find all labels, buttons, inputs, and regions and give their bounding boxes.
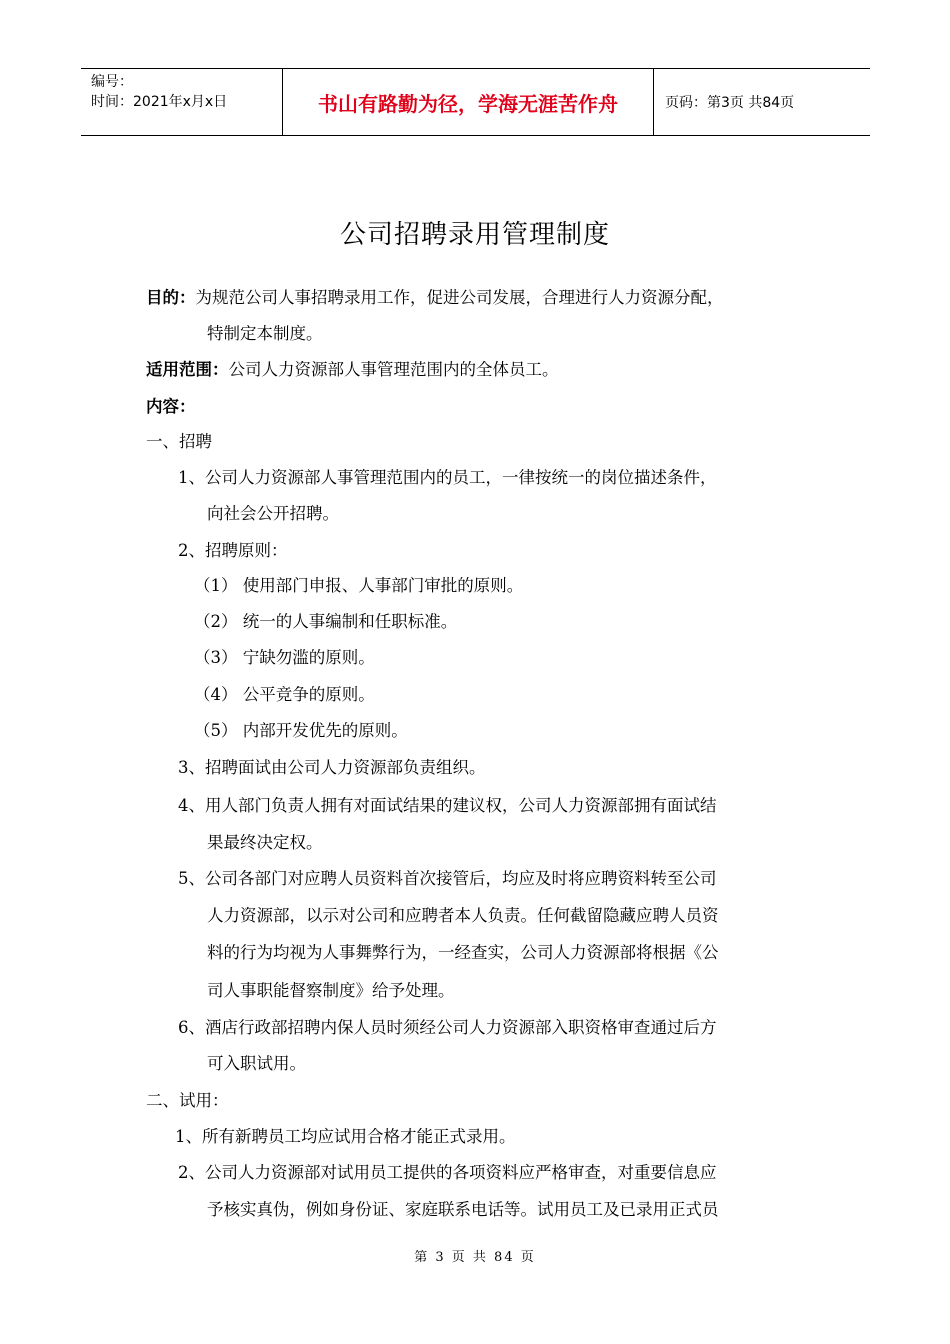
item-1-4-cont: 果最终决定权。 — [207, 833, 323, 852]
item-1-5-cont-3: 司人事职能督察制度》给予处理。 — [207, 981, 455, 1000]
header-page-info: 页码：第3页 共84页 — [665, 95, 795, 111]
item-1-6-cont: 可入职试用。 — [207, 1054, 306, 1073]
item-1-5-cont-2: 料的行为均视为人事舞弊行为，一经查实，公司人力资源部将根据《公 — [207, 943, 719, 962]
item-1-5-cont-1: 人力资源部，以示对公司和应聘者本人负责。任何截留隐藏应聘人员资 — [207, 906, 719, 925]
item-2-2-cont: 予核实真伪，例如身份证、家庭联系电话等。试用员工及已录用正式员 — [207, 1200, 719, 1219]
header-motto: 书山有路勤为径，学海无涯苦作舟 — [282, 69, 654, 135]
item-2-2: 2、公司人力资源部对试用员工提供的各项资料应严格审查，对重要信息应 — [178, 1163, 717, 1182]
section-2-heading: 二、试用： — [146, 1091, 229, 1110]
item-1-1-cont: 向社会公开招聘。 — [207, 504, 339, 523]
item-1-4: 4、用人部门负责人拥有对面试结果的建议权，公司人力资源部拥有面试结 — [178, 796, 717, 815]
document-title: 公司招聘录用管理制度 — [339, 220, 610, 250]
item-1-6: 6、酒店行政部招聘内保人员时须经公司人力资源部入职资格审查通过后方 — [178, 1018, 717, 1037]
page-header — [81, 68, 870, 136]
page-footer: 第 3 页 共 84 页 — [414, 1250, 536, 1265]
purpose-label: 目的： — [146, 288, 196, 307]
item-1-5: 5、公司各部门对应聘人员资料首次接管后，均应及时将应聘资料转至公司 — [178, 869, 717, 888]
content-label: 内容： — [146, 397, 196, 416]
principle-4: （4） 公平竞争的原则。 — [194, 685, 375, 704]
header-meta — [81, 69, 282, 135]
item-1-3: 3、招聘面试由公司人力资源部负责组织。 — [178, 758, 486, 777]
section-1-heading: 一、招聘 — [146, 432, 212, 451]
scope-text: 公司人力资源部人事管理范围内的全体员工。 — [228, 360, 559, 379]
principle-2: （2） 统一的人事编制和任职标准。 — [194, 612, 458, 631]
purpose-line — [146, 286, 724, 310]
principle-1: （1） 使用部门申报、人事部门审批的原则。 — [194, 576, 524, 595]
item-2-1: 1、所有新聘员工均应试用合格才能正式录用。 — [175, 1127, 516, 1146]
scope-label: 适用范围： — [146, 360, 229, 379]
principle-3: （3） 宁缺勿滥的原则。 — [194, 648, 375, 667]
item-1-2: 2、招聘原则： — [178, 541, 288, 560]
number-label: 编号： — [91, 74, 133, 90]
principle-5: （5） 内部开发优先的原则。 — [194, 721, 408, 740]
item-1-1: 1、公司人力资源部人事管理范围内的员工，一律按统一的岗位描述条件， — [178, 468, 717, 487]
date-label: 时间：2021年x月x日 — [91, 94, 228, 110]
purpose-text-cont: 特制定本制度。 — [207, 324, 323, 343]
purpose-text: 为规范公司人事招聘录用工作，促进公司发展，合理进行人力资源分配， — [195, 288, 724, 307]
scope-line — [146, 358, 559, 382]
